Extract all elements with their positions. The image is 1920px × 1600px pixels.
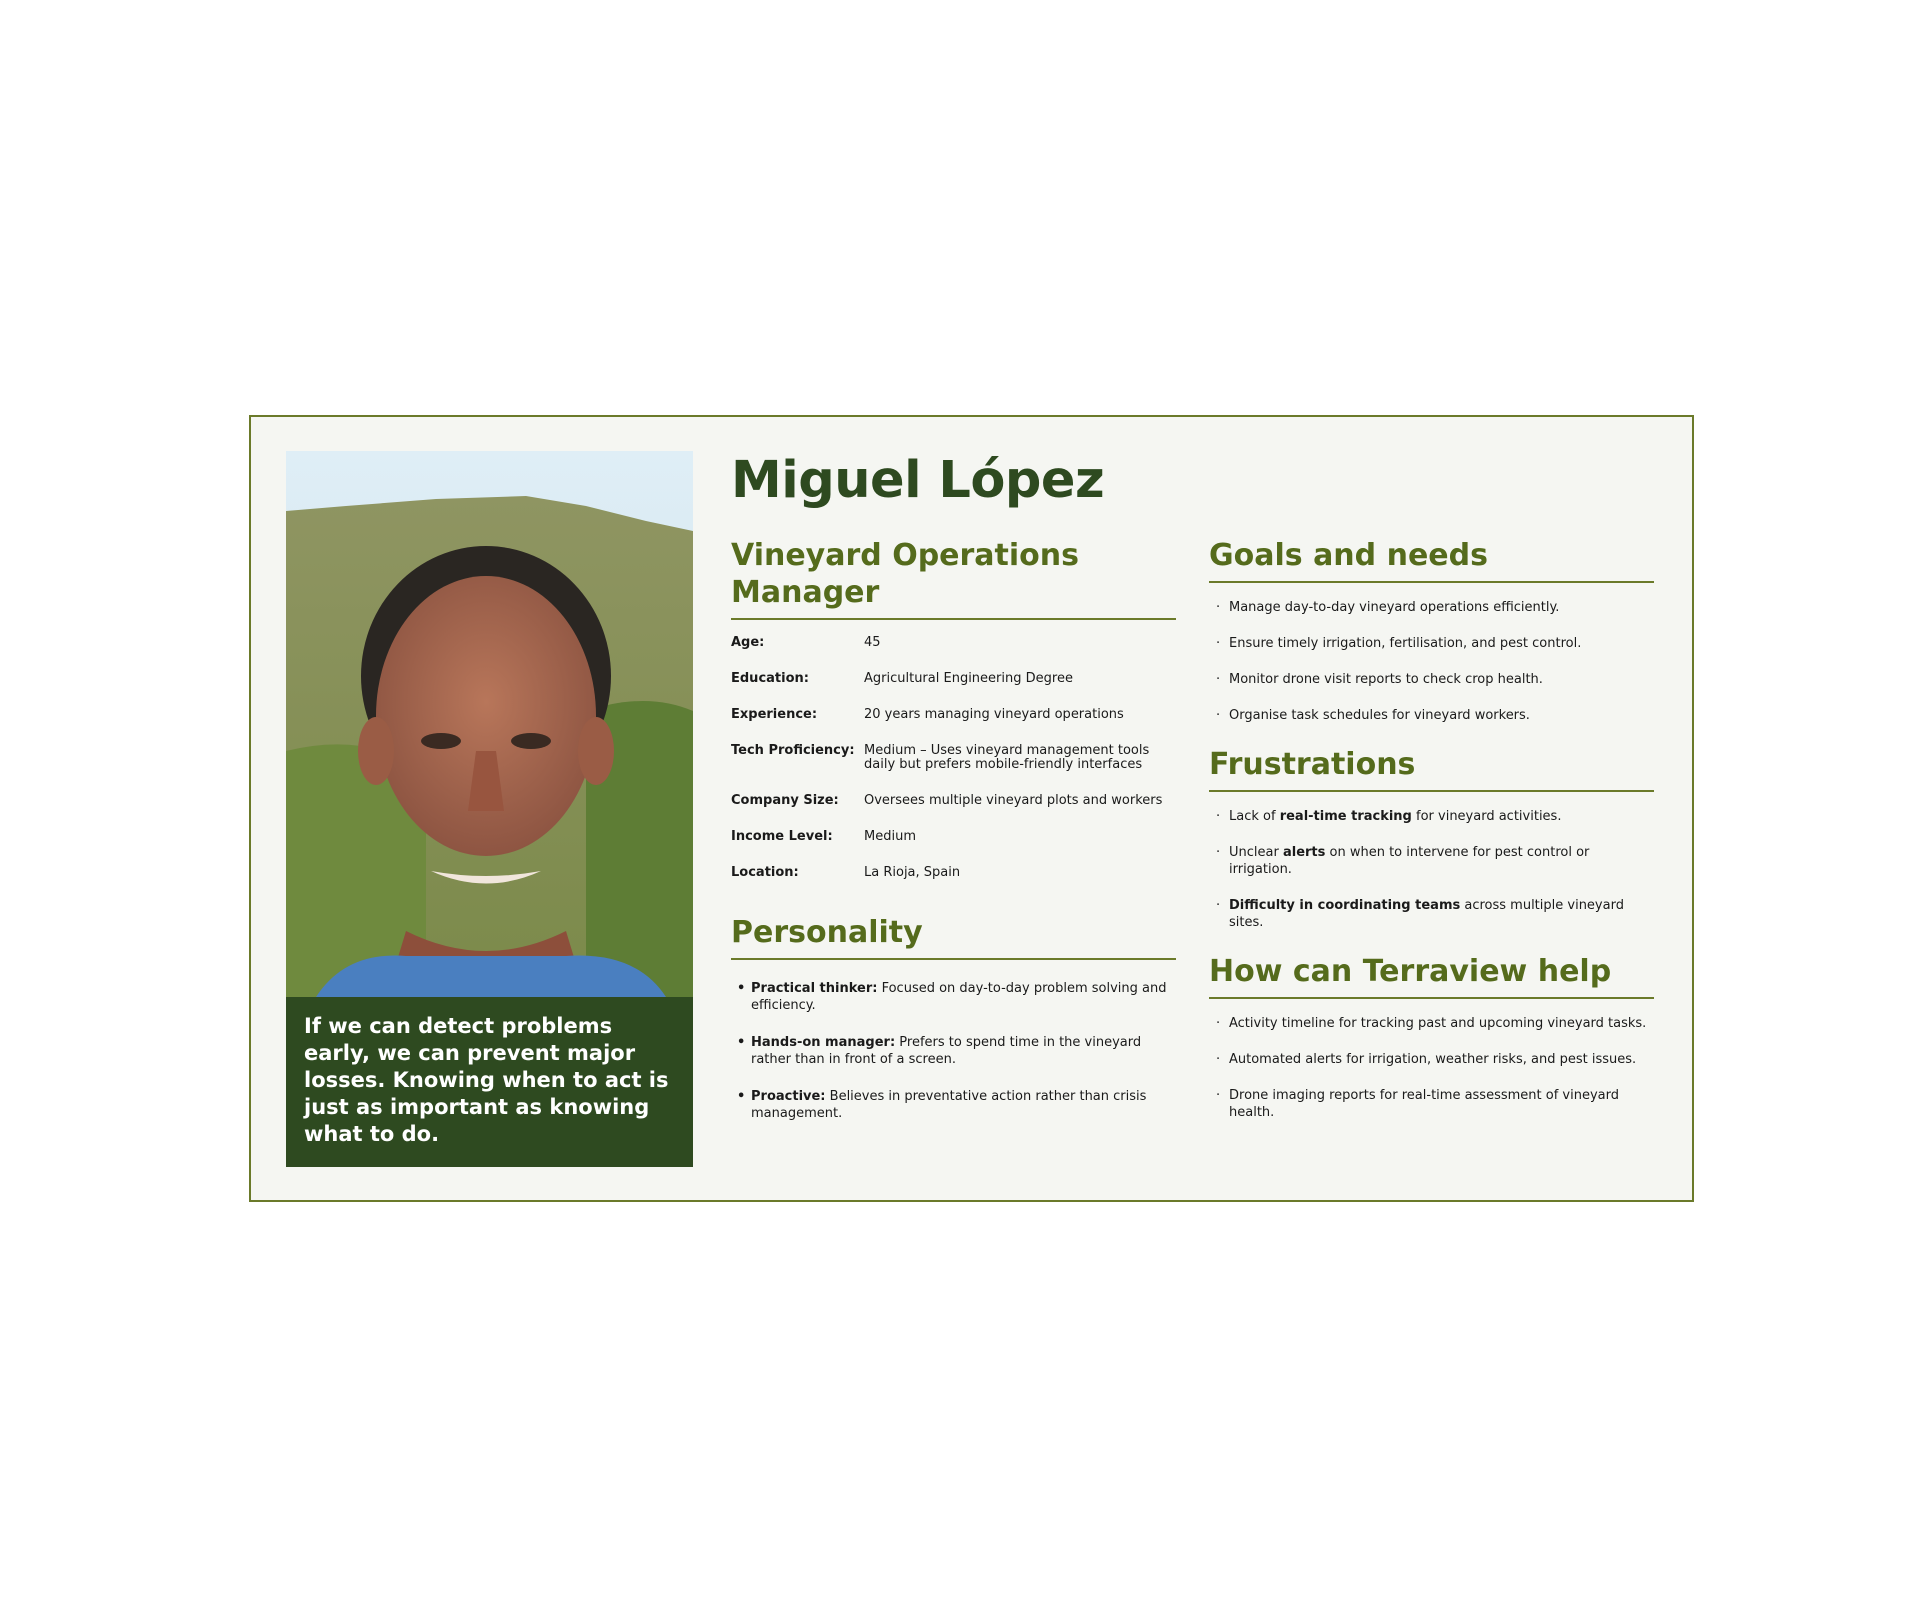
frustrations-section [1209, 746, 1654, 931]
item-emphasis: real-time tracking [1279, 809, 1412, 824]
help-heading: How can Terraview help [1209, 953, 1654, 999]
personality-heading: Personality [731, 914, 1176, 960]
info-label: Age: [731, 635, 765, 650]
list-item: · Drone imaging reports for real-time assessment of vineyard health. [1209, 1087, 1654, 1121]
list-item: · Monitor drone visit reports to check crop health. [1209, 671, 1654, 688]
info-value: Agricultural Engineering Degree [864, 671, 1073, 686]
info-label: Location: [731, 865, 799, 880]
persona-name: Miguel López [731, 451, 1105, 510]
info-value: 20 years managing vineyard operations [864, 707, 1124, 722]
item-text: Unclear [1229, 845, 1283, 860]
item-text: Lack of [1229, 809, 1280, 824]
list-item: · Activity timeline for tracking past and upcoming vineyard tasks. [1209, 1015, 1654, 1032]
info-value: 45 [864, 635, 881, 650]
item-text: for vineyard activities. [1411, 809, 1562, 824]
info-value: Medium – Uses vineyard management tools daily but prefers mobile-friendly interfaces [864, 743, 1150, 772]
frustrations-list [1209, 808, 1654, 931]
info-row-age [731, 636, 1176, 650]
list-item [731, 980, 1176, 1014]
frustrations-heading: Frustrations [1209, 746, 1654, 792]
trait-name: Proactive: [751, 1089, 826, 1104]
info-label: Company Size: [731, 793, 839, 808]
list-item [731, 1034, 1176, 1068]
item-text: across multiple vineyard sites. [1229, 898, 1624, 930]
info-row-location [731, 866, 1176, 880]
list-item: · Manage day-to-day vineyard operations efficiently. [1209, 599, 1654, 616]
trait-text: Prefers to spend time in the vineyard rather than in front of a screen. [751, 1035, 1142, 1067]
persona-photo [286, 451, 693, 997]
info-value: La Rioja, Spain [864, 865, 961, 880]
personality-section [731, 914, 1176, 1122]
list-item [1209, 808, 1654, 825]
item-emphasis: alerts [1282, 845, 1326, 860]
needs-column [1209, 537, 1654, 1140]
trait-name: Practical thinker: [751, 981, 878, 996]
list-item: · Automated alerts for irrigation, weather risks, and pest issues. [1209, 1051, 1654, 1068]
info-row-tech-proficiency [731, 744, 1176, 772]
list-item: · Ensure timely irrigation, fertilisation, and pest control. [1209, 635, 1654, 652]
goals-section [1209, 537, 1654, 724]
goals-list [1209, 599, 1654, 724]
trait-text: Focused on day-to-day problem solving and efficiency. [751, 981, 1167, 1013]
list-item [731, 1088, 1176, 1122]
info-row-company-size [731, 794, 1176, 808]
persona-quote: If we can detect problems early, we can prevent major losses. Knowing when to act is just as important as knowing what to do. [286, 997, 693, 1167]
list-item [1209, 897, 1654, 931]
info-row-income-level [731, 830, 1176, 844]
list-item [1209, 844, 1654, 878]
info-value: Oversees multiple vineyard plots and workers [864, 793, 1163, 808]
profile-column [731, 537, 1176, 1142]
persona-card [249, 415, 1694, 1202]
trait-text: Believes in preventative action rather than crisis management. [751, 1089, 1147, 1121]
info-label: Income Level: [731, 829, 833, 844]
role-heading: Vineyard Operations Manager [731, 537, 1176, 620]
list-item: · Organise task schedules for vineyard workers. [1209, 707, 1654, 724]
info-row-education [731, 672, 1176, 686]
info-value: Medium [864, 829, 916, 844]
trait-name: Hands-on manager: [751, 1035, 896, 1050]
info-label: Experience: [731, 707, 818, 722]
help-list [1209, 1015, 1654, 1121]
goals-heading: Goals and needs [1209, 537, 1654, 583]
personality-list [731, 980, 1176, 1122]
portrait-image [286, 451, 693, 997]
terraview-help-section [1209, 953, 1654, 1121]
info-table [731, 636, 1176, 880]
info-label: Tech Proficiency: [731, 743, 855, 758]
info-row-experience [731, 708, 1176, 722]
info-label: Education: [731, 671, 809, 686]
item-emphasis: Difficulty in coordinating teams [1229, 898, 1461, 913]
item-text: on when to intervene for pest control or irrigation. [1229, 845, 1590, 877]
